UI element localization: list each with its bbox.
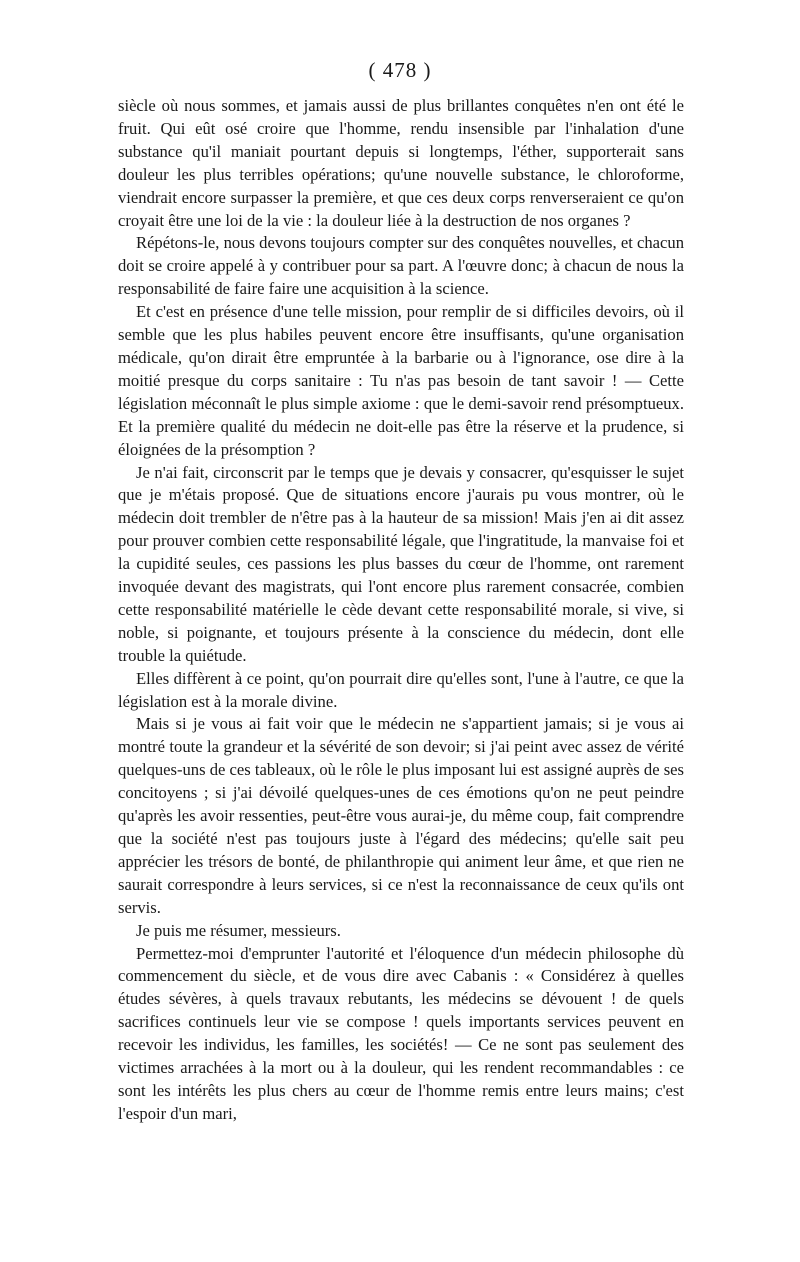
paragraph-1: siècle où nous sommes, et jamais aussi de plus brillantes conquêtes n'en ont été le fruit. Qui eût osé croire que l'homme, rendu insensible par l'inhalation d'une substance qu'il maniait pourtant depuis si longtemps, l'éther, supporterait sans douleur les plus terribles opérations; qu'une nouvelle substance, le chloroforme, viendrait encore surpasser la première, et que ces deux corps renverseraient ce qu'on croyait être une loi de la vie : la douleur liée à la destruction de nos organes ? [118,96,684,230]
paragraph-3: Et c'est en présence d'une telle mission, pour remplir de si difficiles devoirs, où il semble que les plus habiles peuvent encore être insuffisants, qu'une organisation médicale, qu'on dirait être empruntée à la barbarie ou à l'ignorance, ose dire à la moitié presque du corps sanitaire : Tu n'as pas besoin de tant savoir ! — Cette législation méconnaît le plus simple axiome : que le demi-savoir rend présomptueux. Et la première qualité du médecin ne doit-elle pas être la réserve et la prudence, si éloignées de la présomption ? [118,302,684,459]
paragraph-7: Je puis me résumer, messieurs. [136,920,341,940]
paragraph-5: Elles diffèrent à ce point, qu'on pourrait dire qu'elles sont, l'une à l'autre, ce que la législation est à la morale divine. [118,668,684,711]
paragraph-4: Je n'ai fait, circonscrit par le temps que je devais y consacrer, qu'esquisser le sujet que je m'étais proposé. Que de situations encore j'aurais pu vous montrer, où le médecin doit trembler de n'être pas à la hauteur de sa mission! Mais j'en ai dit assez pour prouver combien cette responsabilité légale, que l'ingratitude, la manvaise foi et la cupidité seules, ces passions les plus basses du cœur de l'homme, ont rarement invoquée devant des magistrats, qui l'ont encore plus rarement consacrée, combien cette responsabilité matérielle le cède devant cette responsabilité morale, si vive, si noble, si poignante, et toujours présente à la conscience du médecin, dont elle trouble la quiétude. [118,462,684,665]
paragraph-2: Répétons-le, nous devons toujours compter sur des conquêtes nouvelles, et chacun doit se croire appelé à y contribuer pour sa part. A l'œuvre donc; à chacun de nous la responsabilité de faire faire une acquisition à la science. [118,233,684,299]
page-number: ( 478 ) [368,58,432,82]
paragraph-8: Permettez-moi d'emprunter l'autorité et l'éloquence d'un médecin philosophe dù commencement du siècle, et de vous dire avec Cabanis : « Considérez à quelles études sévères, à quels travaux rebutants, les médecins se dévouent ! de quels sacrifices continuels leur vie se compose ! quels importants services peuvent en recevoir les individus, les familles, les sociétés! — Ce ne sont pas seulement des victimes arrachées à la mort ou à la douleur, qui les rendent recommandables : ce sont les intérêts les plus chers au cœur de l'homme remis entre leurs mains; c'est l'espoir d'un mari, [118,943,684,1123]
body-text [118,95,684,1126]
paragraph-6: Mais si je vous ai fait voir que le médecin ne s'appartient jamais; si je vous ai montré toute la grandeur et la sévérité de son devoir; si j'ai peint avec assez de vérité quelques-uns de ces tableaux, où le rôle le plus imposant lui est assigné auprès de ses concitoyens ; si j'ai dévoilé quelques-unes de ces émotions qu'on ne peut peindre qu'après les avoir ressenties, peut-être vous aurai-je, du même coup, fait comprendre que la société n'est pas toujours juste à l'égard des médecins; qu'elle sait peu apprécier les trésors de bonté, de philanthropie qui animent leur âme, et que rien ne saurait correspondre à leurs services, si ce n'est la reconnaissance de ceux qu'ils ont servis. [118,714,684,917]
